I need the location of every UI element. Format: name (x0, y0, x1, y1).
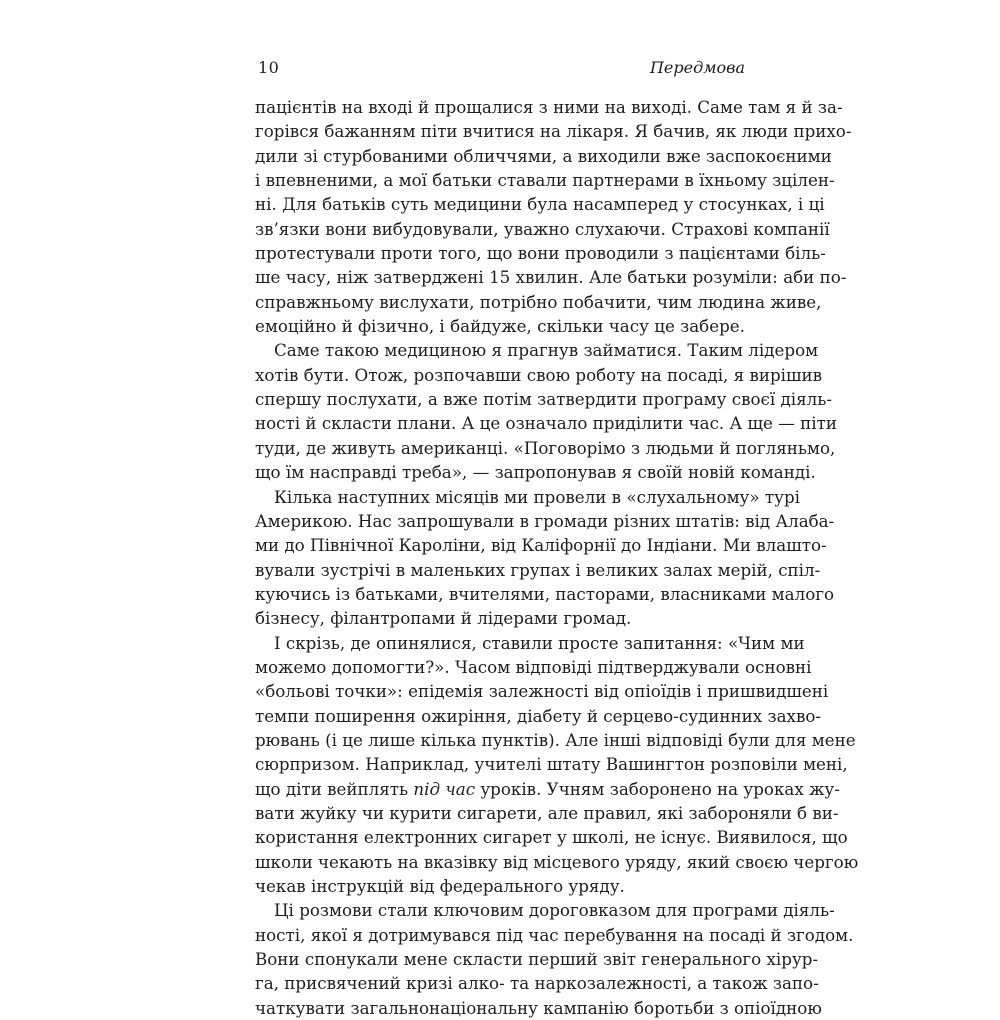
text-line: дили зі стурбованими обличчями, а виходили вже заспокоєними (255, 145, 832, 166)
paragraph (255, 485, 835, 631)
text-line: бізнесу, філантропами й лідерами громад. (255, 608, 632, 629)
text-line: вати жуйку чи курити сигарети, але правил, які забороняли б ви- (255, 802, 839, 823)
text-line: І скрізь, де опинялися, ставили просте запитання: «Чим ми (274, 632, 805, 653)
text-line: чаткувати загальнонаціональну кампанію боротьби з опіоїдною (255, 997, 822, 1018)
text-line: зв’язки вони вибудовували, уважно слухаючи. Страхові компанії (255, 218, 830, 239)
text-line: справжньому вислухати, потрібно побачити, чим людина живе, (255, 291, 822, 312)
text-line: Кілька наступних місяців ми провели в «слухальному» турі (274, 486, 800, 507)
text-line: рювань (і це лише кілька пунктів). Але інші відповіді були для мене (255, 729, 856, 750)
text-line: емоційно й фізично, і байдуже, скільки часу це забере. (255, 316, 745, 337)
text-line: ності, якої я дотримувався під час перебування на посаді й згодом. (255, 924, 854, 945)
paragraph (255, 898, 854, 1020)
text-line: Вони спонукали мене скласти перший звіт генерального хірур- (255, 949, 819, 970)
text-line: вували зустрічі в маленьких групах і великих залах мерій, спіл- (255, 559, 821, 580)
text-line: куючись із батьками, вчителями, пасторами, власниками малого (255, 583, 835, 604)
text-line: «больові точки»: епідемія залежності від опіоїдів і пришвидшені (255, 681, 829, 702)
text-line: чекав інструкцій від федерального уряду. (255, 876, 625, 896)
text-line: темпи поширення ожиріння, діабету й серцево-судинних захво- (255, 705, 822, 726)
text-line: і впевненими, а мої батьки ставали партнерами в їхньому зцілен- (255, 170, 835, 191)
text-line: горівся бажанням піти вчитися на лікаря. Я бачив, як люди прихо- (255, 121, 852, 142)
text-line: хотів бути. Отож, розпочавши свою роботу на посаді, я вирішив (255, 364, 823, 385)
paragraph (255, 95, 852, 338)
text-line: ні. Для батьків суть медицини була насамперед у стосунках, і ці (255, 194, 825, 215)
text-line: що діти вейплять під час уроків. Учням заборонено на уроках жу- (255, 778, 840, 799)
text-line: пацієнтів на вході й прощалися з ними на виході. Саме там я й за- (255, 97, 843, 117)
paragraph (255, 338, 837, 484)
text-line: школи чекають на вказівку від місцевого уряду, який своєю чергою (255, 851, 859, 872)
text-line: ності й скласти плани. А це означало приділити час. А ще — піти (255, 413, 837, 434)
text-line: га, присвячений кризі алко- та наркозалежності, а також запо- (255, 973, 819, 994)
page-header (255, 50, 745, 84)
text-line: спершу послухати, а вже потім затвердити програму своєї діяль- (255, 389, 832, 410)
text-line: ше часу, ніж затверджені 15 хвилин. Але батьки розуміли: аби по- (255, 267, 847, 288)
body-text (255, 95, 859, 1020)
paragraph (255, 631, 859, 899)
text-line: можемо допомогти?». Часом відповіді підтверджували основні (255, 656, 812, 677)
text-line: Америкою. Нас запрошували в громади різних штатів: від Алаба- (255, 510, 835, 531)
text-line: що їм насправді треба», — запропонував я своїй новій команді. (255, 462, 816, 483)
text-line: ми до Північної Кароліни, від Каліфорнії до Індіани. Ми влашто- (255, 535, 827, 556)
text-line: користання електронних сигарет у школі, не існує. Виявилося, що (255, 827, 848, 848)
text-line: Саме такою медициною я прагнув займатися. Таким лідером (274, 340, 819, 361)
text-line: протестували проти того, що вони проводили з пацієнтами біль- (255, 243, 826, 264)
running-title: Передмова (649, 58, 745, 77)
book-page (255, 50, 859, 1018)
text-line: Ці розмови стали ключовим дороговказом для програми діяль- (274, 900, 835, 921)
emphasis: під час (413, 778, 476, 799)
page-number: 10 (258, 58, 280, 77)
text-line: сюрпризом. Наприклад, учителі штату Вашингтон розповіли мені, (255, 754, 848, 775)
text-line: туди, де живуть американці. «Поговорімо з людьми й погляньмо, (255, 437, 836, 458)
